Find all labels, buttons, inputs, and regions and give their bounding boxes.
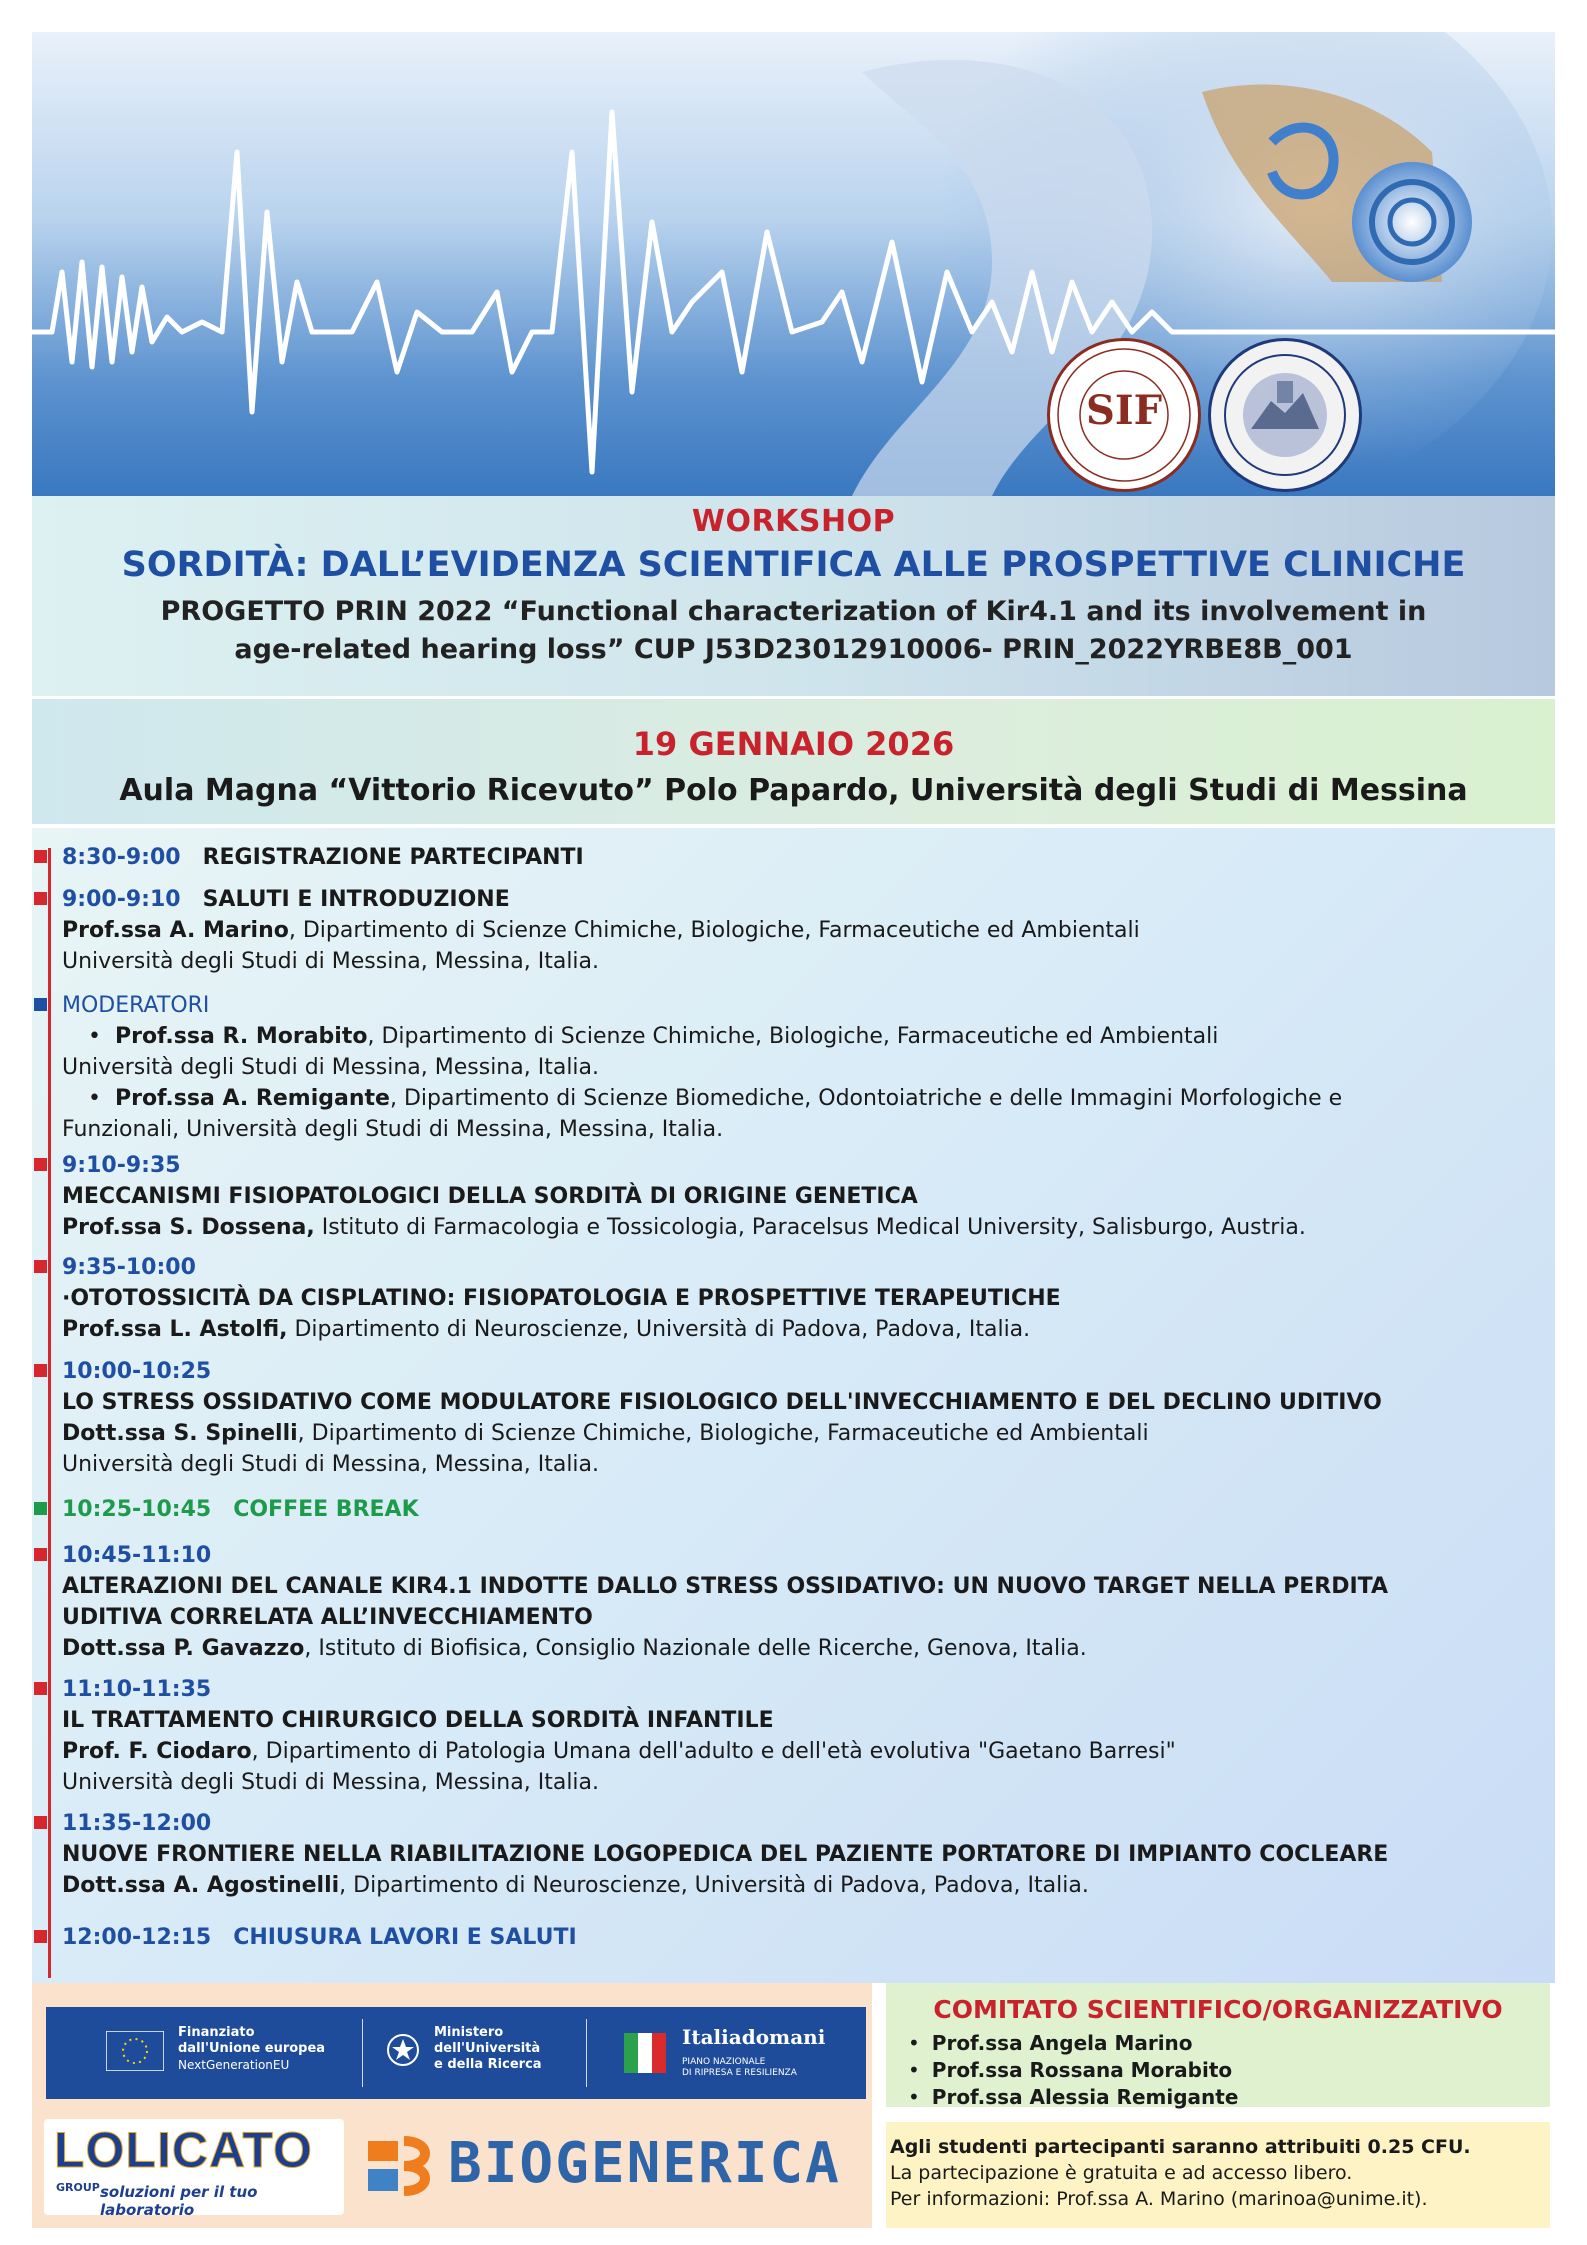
item-time: 12:00-12:15: [62, 1925, 212, 1950]
mur-line2: dell'Università: [434, 2041, 541, 2056]
program-item-talk2: [62, 1252, 1515, 1345]
moderator-affiliation-line2: Funzionali, Università degli Studi di Messina, Messina, Italia.: [62, 1117, 724, 1142]
speaker-name: Prof. F. Ciodaro: [62, 1739, 252, 1764]
speaker-affiliation: , Dipartimento di Neuroscienze, Università di Padova, Padova, Italia.: [339, 1873, 1089, 1898]
lolicato-group: GROUP: [56, 2181, 100, 2194]
info-section: [886, 2122, 1550, 2228]
program-item-welcome: [62, 884, 1515, 977]
item-time: 10:25-10:45: [62, 1497, 212, 1522]
item-time: 11:10-11:35: [62, 1677, 212, 1702]
mur-line3: e della Ricerca: [434, 2057, 542, 2072]
sif-logo-text: SIF: [1086, 387, 1162, 434]
item-title: ·OTOTOSSICITÀ DA CISPLATINO: FISIOPATOLOGIA E PROSPETTIVE TERAPEUTICHE: [62, 1286, 1061, 1311]
timeline-marker: [34, 892, 47, 905]
divider: [362, 2019, 363, 2087]
event-date: 19 GENNAIO 2026: [632, 725, 955, 763]
title-section: [32, 496, 1555, 696]
unime-seal-icon: [1211, 341, 1359, 489]
eu-line3: NextGenerationEU: [178, 2058, 290, 2072]
funding-bar: [46, 2007, 866, 2099]
item-title-line2: UDITIVA CORRELATA ALL’INVECCHIAMENTO: [62, 1605, 593, 1630]
item-title: CHIUSURA LAVORI E SALUTI: [233, 1925, 577, 1950]
item-title: LO STRESS OSSIDATIVO COME MODULATORE FISIOLOGICO DELL'INVECCHIAMENTO E DEL DECLINO UDITIVO: [62, 1390, 1382, 1415]
mur-logo: [386, 2021, 566, 2085]
item-title: COFFEE BREAK: [233, 1497, 419, 1522]
sponsors-section: [32, 1983, 872, 2228]
event-venue: Aula Magna “Vittorio Ricevuto” Polo Papardo, Università degli Studi di Messina: [119, 773, 1468, 808]
lolicato-brand: LOLICATO: [54, 2122, 313, 2178]
program-item-talk3: [62, 1356, 1515, 1480]
header-banner: [32, 32, 1555, 496]
divider: [586, 2019, 587, 2087]
moderator-affiliation: , Dipartimento di Scienze Chimiche, Biologiche, Farmaceutiche ed Ambientali: [367, 1024, 1219, 1049]
biogenerica-brand: BIOGENERICA: [448, 2131, 841, 2196]
republic-emblem-icon: [386, 2033, 420, 2067]
speaker-name: Prof.ssa A. Marino: [62, 918, 289, 943]
item-time: 11:35-12:00: [62, 1811, 212, 1836]
program-item-coffee-break: [62, 1494, 1515, 1525]
speaker-name: Prof.ssa S. Dossena,: [62, 1215, 315, 1240]
date-venue-section: [32, 699, 1555, 824]
eu-funding: [106, 2021, 356, 2085]
item-title: NUOVE FRONTIERE NELLA RIABILITAZIONE LOGOPEDICA DEL PAZIENTE PORTATORE DI IMPIANTO COCLEARE: [62, 1842, 1389, 1867]
committee-title: COMITATO SCIENTIFICO/ORGANIZZATIVO: [933, 1995, 1503, 2024]
program-item-talk5: [62, 1674, 1515, 1798]
speaker-affiliation: , Dipartimento di Patologia Umana dell'adulto e dell'età evolutiva "Gaetano Barresi": [251, 1739, 1176, 1764]
timeline-marker: [34, 998, 47, 1011]
program-item-registration: [62, 842, 1515, 873]
project-subtitle-line2: age-related hearing loss” CUP J53D23012910006- PRIN_2022YRBE8B_001: [234, 634, 1353, 665]
timeline-marker: [34, 1502, 47, 1515]
item-title: SALUTI E INTRODUZIONE: [202, 887, 510, 912]
eu-line1: Finanziato: [178, 2025, 255, 2040]
item-time: 10:00-10:25: [62, 1359, 212, 1384]
workshop-title: SORDITÀ: DALL’EVIDENZA SCIENTIFICA ALLE PROSPETTIVE CLINICHE: [121, 545, 1466, 585]
speaker-name: Dott.ssa A. Agostinelli: [62, 1873, 340, 1898]
item-time: 9:35-10:00: [62, 1255, 196, 1280]
italy-flag-icon: [616, 2027, 672, 2077]
program-item-talk4: [62, 1540, 1515, 1664]
moderator-affiliation: , Dipartimento di Scienze Biomediche, Odontoiatriche e delle Immagini Morfologiche e: [389, 1086, 1343, 1111]
italiadomani-logo: [616, 2021, 856, 2085]
speaker-affiliation-line2: Università degli Studi di Messina, Messina, Italia.: [62, 949, 600, 974]
sif-logo: [1047, 338, 1201, 492]
italiadomani-tag1: PIANO NAZIONALE: [682, 2057, 766, 2067]
lolicato-logo: [44, 2119, 344, 2219]
italiadomani-brand: Italiadomani: [682, 2025, 826, 2049]
item-title: REGISTRAZIONE PARTECIPANTI: [202, 845, 584, 870]
timeline-marker: [34, 1158, 47, 1171]
eu-flag-icon: [106, 2031, 164, 2071]
contact-note: Per informazioni: Prof.ssa A. Marino (marinoa@unime.it).: [890, 2188, 1428, 2210]
speaker-affiliation: , Istituto di Biofisica, Consiglio Nazionale delle Ricerche, Genova, Italia.: [304, 1636, 1087, 1661]
moderators-title: MODERATORI: [62, 993, 210, 1018]
project-subtitle: [32, 593, 1555, 669]
item-time: 9:10-9:35: [62, 1153, 181, 1178]
speaker-affiliation-line2: Università degli Studi di Messina, Messina, Italia.: [62, 1770, 600, 1795]
timeline-marker: [34, 1364, 47, 1377]
item-time: 10:45-11:10: [62, 1543, 212, 1568]
speaker-affiliation: , Dipartimento di Scienze Chimiche, Biologiche, Farmaceutiche ed Ambientali: [297, 1421, 1149, 1446]
program-item-talk1: [62, 1150, 1515, 1243]
item-title: IL TRATTAMENTO CHIRURGICO DELLA SORDITÀ INFANTILE: [62, 1708, 774, 1733]
program-item-moderators: [62, 990, 1515, 1145]
timeline-marker: [34, 1548, 47, 1561]
bullet-icon: •: [88, 1086, 115, 1111]
committee-section: [886, 1983, 1550, 2107]
item-title: ALTERAZIONI DEL CANALE KIR4.1 INDOTTE DALLO STRESS OSSIDATIVO: UN NUOVO TARGET NELLA PERDITA: [62, 1574, 1388, 1599]
timeline-marker: [34, 1930, 47, 1943]
unime-logo: [1208, 338, 1362, 492]
participation-note: La partecipazione è gratuita e ad accesso libero.: [890, 2162, 1353, 2184]
moderator-affiliation-line2: Università degli Studi di Messina, Messina, Italia.: [62, 1055, 600, 1080]
mur-line1: Ministero: [434, 2025, 504, 2040]
committee-member: • Prof.ssa Angela Marino: [908, 2030, 1550, 2057]
committee-member: • Prof.ssa Rossana Morabito: [908, 2057, 1550, 2084]
timeline-marker: [34, 850, 47, 863]
project-subtitle-line1: PROGETTO PRIN 2022 “Functional characterization of Kir4.1 and its involvement in: [160, 596, 1427, 627]
speaker-affiliation-line2: Università degli Studi di Messina, Messina, Italia.: [62, 1452, 600, 1477]
program-item-talk6: [62, 1808, 1515, 1901]
item-title: MECCANISMI FISIOPATOLOGICI DELLA SORDITÀ DI ORIGINE GENETICA: [62, 1184, 918, 1209]
lolicato-tagline: soluzioni per il tuo laboratorio: [100, 2183, 258, 2219]
item-time: 9:00-9:10: [62, 887, 181, 912]
timeline-marker: [34, 1816, 47, 1829]
speaker-affiliation: Dipartimento di Neuroscienze, Università di Padova, Padova, Italia.: [287, 1317, 1031, 1342]
timeline-marker: [34, 1260, 47, 1273]
speaker-name: Prof.ssa L. Astolfi,: [62, 1317, 288, 1342]
italiadomani-tag2: DI RIPRESA E RESILIENZA: [682, 2068, 797, 2078]
speaker-name: Dott.ssa P. Gavazzo: [62, 1636, 305, 1661]
timeline-line: [48, 848, 51, 1978]
item-time: 8:30-9:00: [62, 845, 181, 870]
workshop-label: WORKSHOP: [691, 504, 896, 539]
program-item-closing: [62, 1922, 1515, 1953]
biogenerica-mark-icon: [362, 2131, 442, 2201]
speaker-affiliation: , Dipartimento di Scienze Chimiche, Biologiche, Farmaceutiche ed Ambientali: [288, 918, 1140, 943]
biogenerica-logo: [362, 2125, 862, 2207]
credits-note: Agli studenti partecipanti saranno attribuiti 0.25 CFU.: [890, 2136, 1471, 2158]
bullet-icon: •: [88, 1024, 115, 1049]
moderator-name: Prof.ssa R. Morabito: [114, 1024, 368, 1049]
program-section: [32, 828, 1555, 1983]
speaker-name: Dott.ssa S. Spinelli: [62, 1421, 298, 1446]
committee-member: • Prof.ssa Alessia Remigante: [908, 2084, 1550, 2111]
committee-list: [908, 2030, 1550, 2111]
eu-line2: dall'Unione europea: [178, 2041, 326, 2056]
moderator-name: Prof.ssa A. Remigante: [114, 1086, 390, 1111]
speaker-affiliation: Istituto di Farmacologia e Tossicologia, Paracelsus Medical University, Salisburgo, Austria.: [314, 1215, 1306, 1240]
timeline-marker: [34, 1682, 47, 1695]
